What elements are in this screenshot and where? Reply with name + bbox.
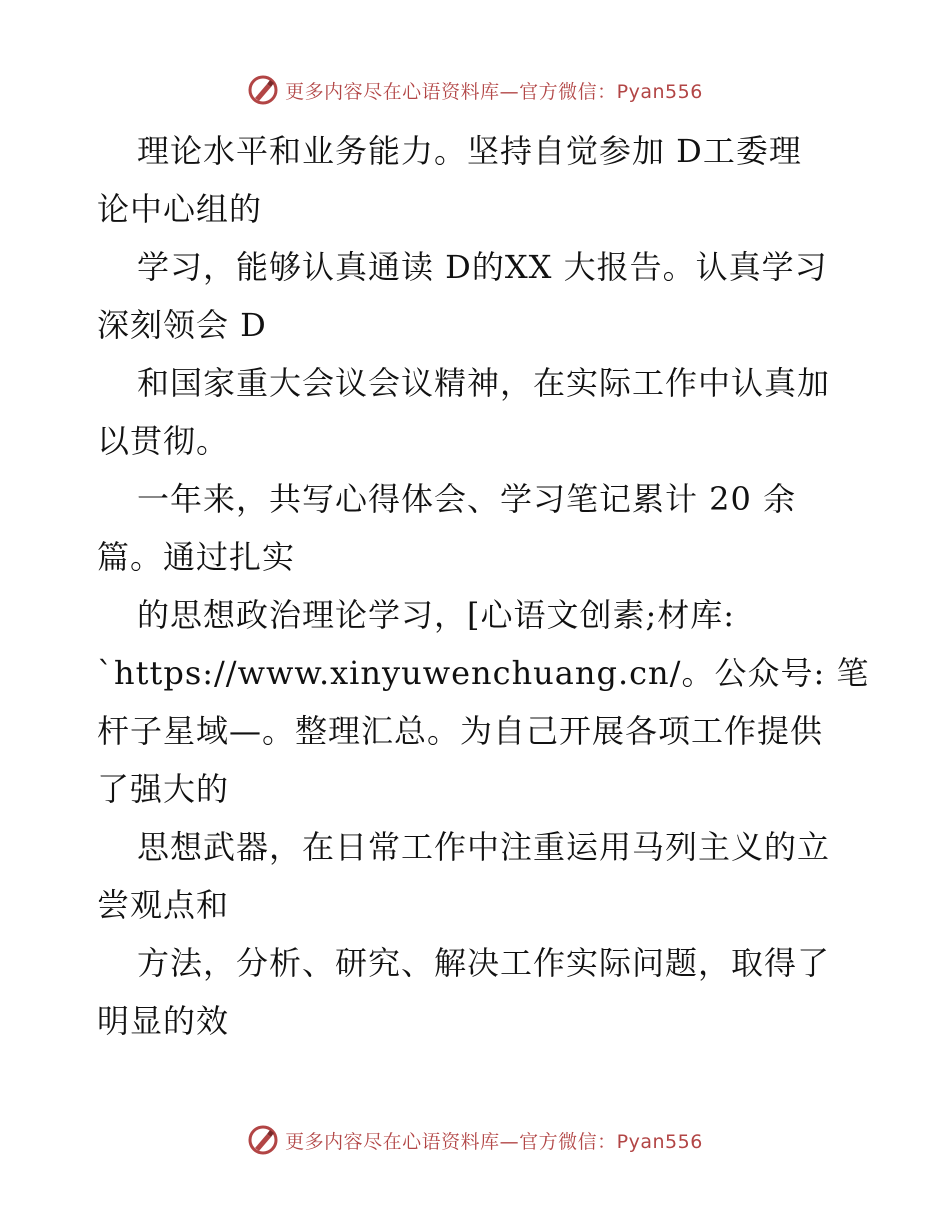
text-line: 学习，能够认真通读 D的XX 大报告。认真学习 bbox=[137, 248, 828, 286]
text-line: 深刻领会 D bbox=[97, 306, 267, 344]
text-line: 了强大的 bbox=[97, 770, 230, 808]
pen-logo-icon bbox=[247, 1124, 279, 1156]
text-line: `https://www.xinyuwenchuang.cn/。公众号: 笔 bbox=[97, 654, 870, 692]
header-watermark-banner bbox=[0, 70, 950, 110]
text-line: 篇。通过扎实 bbox=[97, 538, 296, 576]
text-line: 思想武器，在日常工作中注重运用马列主义的立 bbox=[137, 828, 831, 866]
text-line: 方法，分析、研究、解决工作实际问题，取得了 bbox=[137, 944, 831, 982]
text-line: 理论水平和业务能力。坚持自觉参加 D工委理 bbox=[137, 132, 802, 170]
text-line: 和国家重大会议会议精神，在实际工作中认真加 bbox=[137, 364, 831, 402]
banner-text: 更多内容尽在心语资料库—官方微信：Pyan556 bbox=[285, 1130, 703, 1153]
banner-text: 更多内容尽在心语资料库—官方微信：Pyan556 bbox=[285, 80, 703, 103]
footer-watermark-banner bbox=[0, 1120, 950, 1160]
document-body bbox=[97, 122, 870, 1050]
text-line: 杆子星域—。整理汇总。为自己开展各项工作提供 bbox=[97, 712, 824, 750]
pen-logo-icon bbox=[247, 74, 279, 106]
text-line: 论中心组的 bbox=[97, 190, 263, 228]
text-line: 一年来，共写心得体会、学习笔记累计 20 余 bbox=[137, 480, 797, 518]
text-line: 尝观点和 bbox=[97, 886, 230, 924]
text-line: 明显的效 bbox=[97, 1002, 230, 1040]
text-line: 的思想政治理论学习，[心语文创素;材库: bbox=[137, 596, 736, 634]
text-line: 以贯彻。 bbox=[97, 422, 230, 460]
